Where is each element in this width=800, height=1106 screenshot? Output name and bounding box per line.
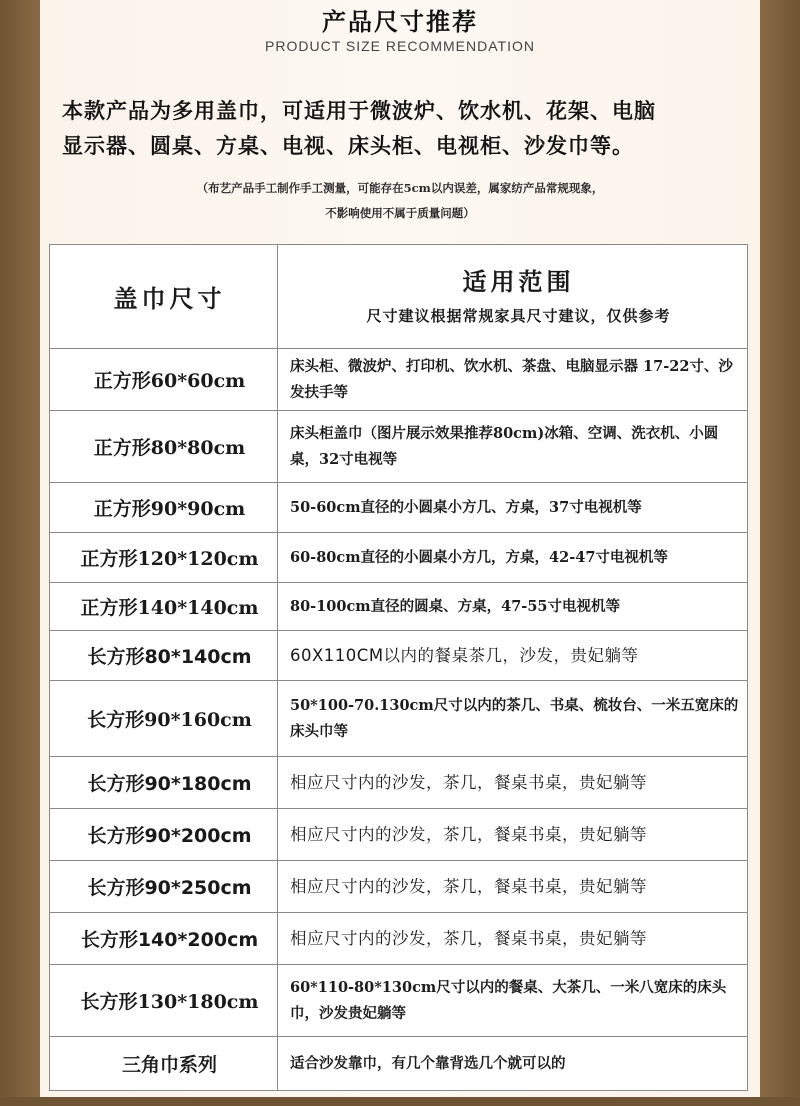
- table-row: [50, 809, 748, 861]
- size-cell: 正方形60*60cm: [50, 349, 278, 411]
- size-cell: 正方形120*120cm: [50, 533, 278, 583]
- size-cell: 长方形140*200cm: [50, 913, 278, 965]
- table-row: [50, 757, 748, 809]
- range-cell: 相应尺寸内的沙发，茶几，餐桌书桌，贵妃躺等: [278, 913, 748, 965]
- table-row: [50, 349, 748, 411]
- table-row: [50, 861, 748, 913]
- size-cell: 正方形80*80cm: [50, 411, 278, 483]
- content-panel: [40, 0, 760, 1106]
- range-cell: 适合沙发靠巾，有几个靠背选几个就可以的: [278, 1037, 748, 1091]
- size-cell: 长方形130*180cm: [50, 965, 278, 1037]
- table-row: [50, 681, 748, 757]
- column-header-size: 盖巾尺寸: [50, 245, 278, 349]
- range-cell: 床头柜、微波炉、打印机、饮水机、茶盘、电脑显示器 17-22寸、沙发扶手等: [278, 349, 748, 411]
- size-cell: 长方形90*180cm: [50, 757, 278, 809]
- table-row: [50, 631, 748, 681]
- note-line-1: （布艺产品手工制作手工测量，可能存在5cm以内误差，属家纺产品常规现象，: [196, 181, 604, 195]
- range-cell: 相应尺寸内的沙发，茶几，餐桌书桌，贵妃躺等: [278, 861, 748, 913]
- range-cell: 60X110CM以内的餐桌茶几，沙发，贵妃躺等: [278, 631, 748, 681]
- size-cell: 正方形140*140cm: [50, 583, 278, 631]
- bottom-wood-band: [0, 1097, 800, 1106]
- page-subtitle: PRODUCT SIZE RECOMMENDATION: [265, 38, 535, 54]
- table-row: [50, 583, 748, 631]
- size-cell: 长方形90*250cm: [50, 861, 278, 913]
- range-header-note: 尺寸建议根据常规家具尺寸建议，仅供参考: [366, 306, 671, 325]
- disclaimer-note: [40, 176, 760, 226]
- range-cell: 床头柜盖巾（图片展示效果推荐80cm)冰箱、空调、洗衣机、小圆桌，32寸电视等: [278, 411, 748, 483]
- left-wood-border: [0, 0, 40, 1106]
- range-cell: 60-80cm直径的小圆桌小方几，方桌，42-47寸电视机等: [278, 533, 748, 583]
- page-title: 产品尺寸推荐: [322, 7, 478, 36]
- table-row: [50, 965, 748, 1037]
- range-cell: 相应尺寸内的沙发，茶几，餐桌书桌，贵妃躺等: [278, 757, 748, 809]
- size-cell: 长方形90*160cm: [50, 681, 278, 757]
- table-row: [50, 533, 748, 583]
- size-cell: 长方形80*140cm: [50, 631, 278, 681]
- table-row: [50, 411, 748, 483]
- intro-line-1: 本款产品为多用盖巾，可适用于微波炉、饮水机、花架、电脑: [62, 98, 656, 123]
- size-cell: 长方形90*200cm: [50, 809, 278, 861]
- table-row: [50, 913, 748, 965]
- size-cell: 三角巾系列: [50, 1037, 278, 1091]
- range-header-title: 适用范围: [462, 266, 575, 296]
- note-line-2: 不影响使用不属于质量问题）: [325, 206, 475, 220]
- range-cell: 80-100cm直径的圆桌、方桌，47-55寸电视机等: [278, 583, 748, 631]
- range-cell: 60*110-80*130cm尺寸以内的餐桌、大茶几、一米八宽床的床头巾，沙发贵妃躺等: [278, 965, 748, 1037]
- table-header-row: [50, 245, 748, 349]
- range-cell: 相应尺寸内的沙发，茶几，餐桌书桌，贵妃躺等: [278, 809, 748, 861]
- range-cell: 50-60cm直径的小圆桌小方几、方桌，37寸电视机等: [278, 483, 748, 533]
- size-cell: 正方形90*90cm: [50, 483, 278, 533]
- table-row: [50, 483, 748, 533]
- range-cell: 50*100-70.130cm尺寸以内的茶几、书桌、梳妆台、一米五宽床的床头巾等: [278, 681, 748, 757]
- size-recommendation-table: [49, 244, 748, 1091]
- table-row: [50, 1037, 748, 1091]
- right-wood-border: [760, 0, 800, 1106]
- intro-text: [62, 93, 752, 163]
- intro-line-2: 显示器、圆桌、方桌、电视、床头柜、电视柜、沙发巾等。: [62, 133, 634, 158]
- column-header-range: [278, 245, 748, 349]
